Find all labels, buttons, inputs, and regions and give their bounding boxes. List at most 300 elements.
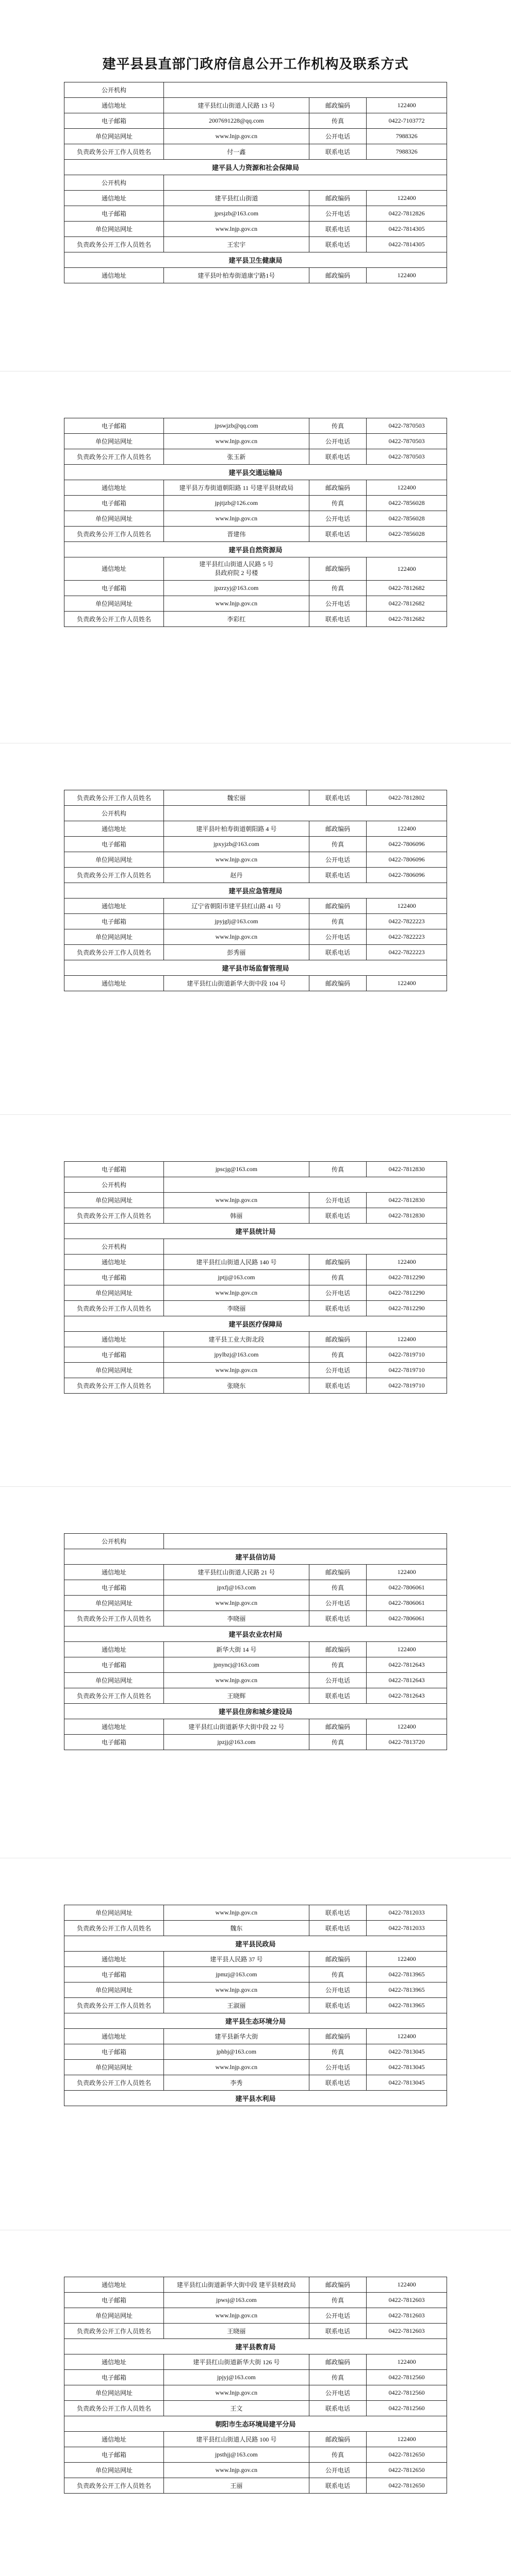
field-value: www.lnjp.gov.cn	[163, 1672, 309, 1688]
field-label: 单位网站网址	[64, 852, 164, 867]
field-label: 公开电话	[309, 2060, 366, 2075]
field-label: 传真	[309, 1734, 366, 1750]
field-value: 0422-7812290	[367, 1270, 447, 1285]
field-label: 传真	[309, 913, 366, 929]
field-value: 0422-7812560	[367, 2369, 447, 2385]
field-value: www.lnjp.gov.cn	[163, 1982, 309, 1998]
field-value: 辽宁省朝阳市建平县红山路 41 号	[163, 898, 309, 913]
field-label: 单位网站网址	[64, 222, 164, 237]
table-row	[64, 496, 447, 511]
table-row	[64, 1564, 447, 1580]
field-label: 联系电话	[309, 2400, 366, 2416]
field-label: 通信地址	[64, 98, 164, 113]
field-value: 0422-7812650	[367, 2462, 447, 2478]
field-label: 公开机构	[64, 1533, 164, 1549]
table-row	[64, 1734, 447, 1750]
field-label: 负责政务公开工作人员姓名	[64, 1301, 164, 1316]
field-value: 0422-7819710	[367, 1378, 447, 1394]
field-value: 0422-7813965	[367, 1967, 447, 1982]
field-value: 魏宏丽	[163, 790, 309, 805]
field-value: jpscjg@163.com	[163, 1162, 309, 1177]
table-row	[64, 268, 447, 283]
field-label: 通信地址	[64, 191, 164, 206]
field-value: 建平县人民路 37 号	[163, 1952, 309, 1967]
field-value: 建平县红山街道人民路 100 号	[163, 2431, 309, 2447]
field-label: 传真	[309, 581, 366, 596]
field-value: 0422-7806061	[367, 1595, 447, 1611]
field-label: 传真	[309, 1580, 366, 1595]
section-header-row	[64, 1936, 447, 1952]
field-label: 负责政务公开工作人员姓名	[64, 944, 164, 960]
table-row	[64, 2292, 447, 2308]
section-header-row	[64, 1316, 447, 1332]
field-label: 负责政务公开工作人员姓名	[64, 1998, 164, 2013]
field-value: 0422-7813720	[367, 1734, 447, 1750]
table-row	[64, 1611, 447, 1626]
field-value: 0422-7819710	[367, 1347, 447, 1363]
field-value: 122400	[367, 1255, 447, 1270]
table-row	[64, 98, 447, 113]
field-label: 公开电话	[309, 929, 366, 944]
field-label: 联系电话	[309, 1921, 366, 1936]
field-label: 单位网站网址	[64, 1672, 164, 1688]
field-value: 建平县红山街道新华大街中段 22 号	[163, 1719, 309, 1734]
table-row	[64, 2044, 447, 2060]
field-label: 电子邮箱	[64, 913, 164, 929]
field-label: 通信地址	[64, 1952, 164, 1967]
table-row	[64, 1332, 447, 1347]
field-label: 联系电话	[309, 1998, 366, 2013]
field-value: 122400	[367, 1952, 447, 1967]
section-header-row	[64, 252, 447, 268]
field-value: 晋建伟	[163, 527, 309, 542]
field-label: 电子邮箱	[64, 1967, 164, 1982]
field-label: 传真	[309, 2369, 366, 2385]
field-label: 单位网站网址	[64, 129, 164, 144]
field-label: 通信地址	[64, 1332, 164, 1347]
field-label: 邮政编码	[309, 557, 366, 581]
table-row	[64, 2369, 447, 2385]
section-title: 建平县教育局	[64, 2338, 447, 2354]
field-value: 122400	[367, 1719, 447, 1734]
field-value: 0422-7812033	[367, 1921, 447, 1936]
field-value	[163, 1533, 447, 1549]
contact-table	[64, 1905, 447, 2106]
section-title: 建平县应急管理局	[64, 883, 447, 898]
field-value: 王文	[163, 2400, 309, 2416]
field-label: 联系电话	[309, 237, 366, 252]
field-label: 联系电话	[309, 1905, 366, 1921]
field-label: 通信地址	[64, 480, 164, 496]
field-label: 邮政编码	[309, 1332, 366, 1347]
field-label: 单位网站网址	[64, 2462, 164, 2478]
table-row	[64, 144, 447, 160]
document-page	[0, 371, 511, 743]
field-label: 公开电话	[309, 852, 366, 867]
section-header-row	[64, 1549, 447, 1564]
field-label: 负责政务公开工作人员姓名	[64, 1611, 164, 1626]
field-label: 公开电话	[309, 1193, 366, 1208]
section-title: 建平县生态环境分局	[64, 2013, 447, 2029]
table-row	[64, 821, 447, 836]
section-title: 建平县统计局	[64, 1224, 447, 1239]
field-value: 0422-7812650	[367, 2478, 447, 2493]
table-row	[64, 2308, 447, 2323]
field-value: jpjtjzb@126.com	[163, 496, 309, 511]
field-label: 公开电话	[309, 2308, 366, 2323]
field-value: 122400	[367, 2431, 447, 2447]
field-value: 建平县红山街道新华大街中段 建平县财政局	[163, 2277, 309, 2292]
field-value: jpzrzyj@163.com	[163, 581, 309, 596]
field-label: 电子邮箱	[64, 2044, 164, 2060]
field-label: 联系电话	[309, 1378, 366, 1394]
table-row	[64, 1162, 447, 1177]
section-title: 建平县交通运输局	[64, 465, 447, 480]
field-value: 李晓丽	[163, 1301, 309, 1316]
field-label: 公开电话	[309, 129, 366, 144]
field-value: 0422-7822223	[367, 944, 447, 960]
table-row	[64, 1347, 447, 1363]
field-value: 0422-7812603	[367, 2292, 447, 2308]
field-value: 建平县叶柏寿街道康宁路1号	[163, 268, 309, 283]
table-row	[64, 2323, 447, 2338]
field-value: 0422-7812643	[367, 1688, 447, 1703]
field-label: 单位网站网址	[64, 434, 164, 449]
field-label: 邮政编码	[309, 1952, 366, 1967]
field-value: 王淑丽	[163, 1998, 309, 2013]
field-value: 0422-7812682	[367, 596, 447, 612]
field-value: 122400	[367, 898, 447, 913]
field-value: 0422-7812802	[367, 790, 447, 805]
field-value: www.lnjp.gov.cn	[163, 434, 309, 449]
section-title: 建平县卫生健康局	[64, 252, 447, 268]
section-header-row	[64, 1224, 447, 1239]
field-value: 0422-7822223	[367, 913, 447, 929]
field-label: 电子邮箱	[64, 206, 164, 222]
field-label: 单位网站网址	[64, 1595, 164, 1611]
table-row	[64, 222, 447, 237]
field-value: 7988326	[367, 144, 447, 160]
field-label: 单位网站网址	[64, 929, 164, 944]
table-row	[64, 1301, 447, 1316]
section-header-row	[64, 960, 447, 975]
field-label: 公开电话	[309, 206, 366, 222]
table-row	[64, 1177, 447, 1193]
section-title: 建平县民政局	[64, 1936, 447, 1952]
field-value: 0422-7856028	[367, 527, 447, 542]
field-value: 王宏宇	[163, 237, 309, 252]
contact-table	[64, 2277, 447, 2494]
section-header-row	[64, 160, 447, 175]
field-label: 电子邮箱	[64, 1270, 164, 1285]
field-label: 传真	[309, 1657, 366, 1672]
field-label: 邮政编码	[309, 98, 366, 113]
field-label: 通信地址	[64, 557, 164, 581]
field-value: www.lnjp.gov.cn	[163, 2385, 309, 2400]
section-title: 建平县人力资源和社会保障局	[64, 160, 447, 175]
field-label: 传真	[309, 2292, 366, 2308]
field-label: 邮政编码	[309, 1255, 366, 1270]
table-row	[64, 2354, 447, 2369]
table-row	[64, 191, 447, 206]
field-value: jpsthjj@163.com	[163, 2447, 309, 2462]
table-row	[64, 2385, 447, 2400]
field-label: 负责政务公开工作人员姓名	[64, 2323, 164, 2338]
field-value: 张晓东	[163, 1378, 309, 1394]
field-value: 0422-7812290	[367, 1285, 447, 1301]
section-title: 建平县信访局	[64, 1549, 447, 1564]
field-label: 传真	[309, 1270, 366, 1285]
section-title: 建平县住房和城乡建设局	[64, 1703, 447, 1719]
field-label: 公开电话	[309, 1982, 366, 1998]
field-value: 122400	[367, 480, 447, 496]
field-value: 李秀	[163, 2075, 309, 2091]
table-row	[64, 898, 447, 913]
field-value: 0422-7812560	[367, 2385, 447, 2400]
field-label: 公开机构	[64, 1239, 164, 1255]
table-row	[64, 1363, 447, 1378]
table-row	[64, 1208, 447, 1224]
field-value: 0422-7822223	[367, 929, 447, 944]
field-label: 邮政编码	[309, 2277, 366, 2292]
field-label: 联系电话	[309, 222, 366, 237]
field-label: 邮政编码	[309, 1641, 366, 1657]
field-value: 0422-7870503	[367, 418, 447, 434]
table-row	[64, 82, 447, 98]
field-label: 公开电话	[309, 1595, 366, 1611]
field-value: jptjj@163.com	[163, 1270, 309, 1285]
field-label: 电子邮箱	[64, 496, 164, 511]
field-label: 负责政务公开工作人员姓名	[64, 237, 164, 252]
table-row	[64, 434, 447, 449]
field-label: 通信地址	[64, 1255, 164, 1270]
table-row	[64, 1255, 447, 1270]
field-label: 邮政编码	[309, 1719, 366, 1734]
field-value: www.lnjp.gov.cn	[163, 2060, 309, 2075]
field-value: 0422-7806061	[367, 1611, 447, 1626]
table-row	[64, 581, 447, 596]
table-row	[64, 1952, 447, 1967]
field-value: 2007691228@qq.com	[163, 113, 309, 129]
field-label: 公开电话	[309, 1363, 366, 1378]
field-label: 负责政务公开工作人员姓名	[64, 612, 164, 627]
field-label: 公开电话	[309, 1672, 366, 1688]
field-label: 通信地址	[64, 898, 164, 913]
field-value: 0422-7806096	[367, 867, 447, 883]
field-value: 0422-7813965	[367, 1998, 447, 2013]
field-label: 负责政务公开工作人员姓名	[64, 2075, 164, 2091]
field-value: 建平县红山街道	[163, 191, 309, 206]
field-value: 7988326	[367, 129, 447, 144]
section-header-row	[64, 1703, 447, 1719]
field-label: 邮政编码	[309, 2354, 366, 2369]
field-value: www.lnjp.gov.cn	[163, 852, 309, 867]
document-title: 建平县县直部门政府信息公开工作机构及联系方式	[102, 57, 409, 72]
field-value: www.lnjp.gov.cn	[163, 222, 309, 237]
field-label: 电子邮箱	[64, 1162, 164, 1177]
table-row	[64, 1239, 447, 1255]
contact-table	[64, 1533, 447, 1750]
field-value: 0422-7813965	[367, 1982, 447, 1998]
field-value: 122400	[367, 191, 447, 206]
field-value: jpswjzb@qq.com	[163, 418, 309, 434]
contact-table	[64, 418, 447, 627]
field-value: 李彩红	[163, 612, 309, 627]
field-label: 公开机构	[64, 1177, 164, 1193]
field-value: 彭秀丽	[163, 944, 309, 960]
field-value: www.lnjp.gov.cn	[163, 511, 309, 527]
field-label: 负责政务公开工作人员姓名	[64, 2478, 164, 2493]
field-label: 通信地址	[64, 268, 164, 283]
field-label: 通信地址	[64, 975, 164, 991]
field-label: 传真	[309, 2044, 366, 2060]
field-value: 0422-7813045	[367, 2075, 447, 2091]
field-label: 联系电话	[309, 612, 366, 627]
field-value: 0422-7870503	[367, 449, 447, 465]
field-label: 邮政编码	[309, 191, 366, 206]
field-value: 0422-7819710	[367, 1363, 447, 1378]
field-label: 电子邮箱	[64, 1734, 164, 1750]
field-value: www.lnjp.gov.cn	[163, 1905, 309, 1921]
section-header-row	[64, 2338, 447, 2354]
field-label: 邮政编码	[309, 898, 366, 913]
table-row	[64, 1719, 447, 1734]
table-row	[64, 418, 447, 434]
field-label: 公开电话	[309, 596, 366, 612]
field-value: 韩丽	[163, 1208, 309, 1224]
field-label: 单位网站网址	[64, 1285, 164, 1301]
field-label: 负责政务公开工作人员姓名	[64, 527, 164, 542]
field-value: 0422-7806096	[367, 836, 447, 852]
field-value: 0422-7856028	[367, 496, 447, 511]
field-value: jphbj@163.com	[163, 2044, 309, 2060]
table-row	[64, 1641, 447, 1657]
table-row	[64, 929, 447, 944]
section-header-row	[64, 2416, 447, 2431]
field-label: 邮政编码	[309, 2029, 366, 2044]
field-label: 单位网站网址	[64, 596, 164, 612]
section-title: 建平县水利局	[64, 2091, 447, 2106]
section-title: 建平县自然资源局	[64, 542, 447, 557]
field-label: 负责政务公开工作人员姓名	[64, 144, 164, 160]
table-row	[64, 129, 447, 144]
field-label: 电子邮箱	[64, 1580, 164, 1595]
section-header-row	[64, 465, 447, 480]
field-label: 联系电话	[309, 867, 366, 883]
field-value: 122400	[367, 1332, 447, 1347]
table-row	[64, 2075, 447, 2091]
field-value: www.lnjp.gov.cn	[163, 1193, 309, 1208]
field-label: 通信地址	[64, 1719, 164, 1734]
table-row	[64, 1998, 447, 2013]
field-label: 传真	[309, 2447, 366, 2462]
field-value: 付一鑫	[163, 144, 309, 160]
field-value: 122400	[367, 2277, 447, 2292]
field-label: 电子邮箱	[64, 113, 164, 129]
field-value	[163, 82, 447, 98]
field-value: jpzjj@163.com	[163, 1734, 309, 1750]
section-title: 建平县医疗保障局	[64, 1316, 447, 1332]
field-value: 魏东	[163, 1921, 309, 1936]
document-page	[0, 743, 511, 1115]
field-label: 传真	[309, 1347, 366, 1363]
field-label: 联系电话	[309, 527, 366, 542]
field-value: 李晓丽	[163, 1611, 309, 1626]
table-row	[64, 1378, 447, 1394]
field-label: 联系电话	[309, 1688, 366, 1703]
field-label: 通信地址	[64, 1564, 164, 1580]
table-row	[64, 1982, 447, 1998]
table-row	[64, 449, 447, 465]
field-label: 负责政务公开工作人员姓名	[64, 1688, 164, 1703]
section-header-row	[64, 1626, 447, 1641]
section-header-row	[64, 2013, 447, 2029]
field-value: 0422-7812643	[367, 1672, 447, 1688]
field-label: 联系电话	[309, 1301, 366, 1316]
field-label: 负责政务公开工作人员姓名	[64, 2400, 164, 2416]
field-value: 新华大街 14 号	[163, 1641, 309, 1657]
table-row	[64, 805, 447, 821]
field-label: 联系电话	[309, 449, 366, 465]
field-label: 电子邮箱	[64, 1657, 164, 1672]
field-value: 122400	[367, 1641, 447, 1657]
contact-table	[64, 1161, 447, 1394]
field-label: 公开电话	[309, 2462, 366, 2478]
field-value: 0422-7806096	[367, 852, 447, 867]
field-label: 公开电话	[309, 1285, 366, 1301]
field-value: www.lnjp.gov.cn	[163, 929, 309, 944]
table-row	[64, 480, 447, 496]
field-value: 122400	[367, 98, 447, 113]
table-row	[64, 206, 447, 222]
table-row	[64, 1921, 447, 1936]
field-label: 通信地址	[64, 2029, 164, 2044]
field-label: 单位网站网址	[64, 1982, 164, 1998]
table-row	[64, 237, 447, 252]
field-value: www.lnjp.gov.cn	[163, 2462, 309, 2478]
table-row	[64, 113, 447, 129]
field-value: jpwsj@163.com	[163, 2292, 309, 2308]
field-value: 0422-7812682	[367, 612, 447, 627]
field-label: 单位网站网址	[64, 1905, 164, 1921]
field-value: jpxfj@163.com	[163, 1580, 309, 1595]
field-value	[163, 1177, 447, 1193]
field-value: www.lnjp.gov.cn	[163, 596, 309, 612]
table-row	[64, 867, 447, 883]
field-value: jpnyncj@163.com	[163, 1657, 309, 1672]
field-label: 电子邮箱	[64, 2369, 164, 2385]
field-label: 负责政务公开工作人员姓名	[64, 1378, 164, 1394]
field-value: 王晓丽	[163, 2323, 309, 2338]
field-value: 0422-7812033	[367, 1905, 447, 1921]
field-value: jpylbzj@163.com	[163, 1347, 309, 1363]
field-value: 0422-7812643	[367, 1657, 447, 1672]
table-row	[64, 2029, 447, 2044]
field-value: 建平县工业大街北段	[163, 1332, 309, 1347]
field-label: 传真	[309, 496, 366, 511]
field-label: 传真	[309, 1967, 366, 1982]
table-row	[64, 790, 447, 805]
field-label: 联系电话	[309, 2478, 366, 2493]
table-row	[64, 944, 447, 960]
table-row	[64, 1905, 447, 1921]
field-label: 电子邮箱	[64, 1347, 164, 1363]
document-page	[0, 2230, 511, 2576]
field-value: jpmzj@163.com	[163, 1967, 309, 1982]
table-row	[64, 527, 447, 542]
field-label: 负责政务公开工作人员姓名	[64, 790, 164, 805]
table-row	[64, 511, 447, 527]
